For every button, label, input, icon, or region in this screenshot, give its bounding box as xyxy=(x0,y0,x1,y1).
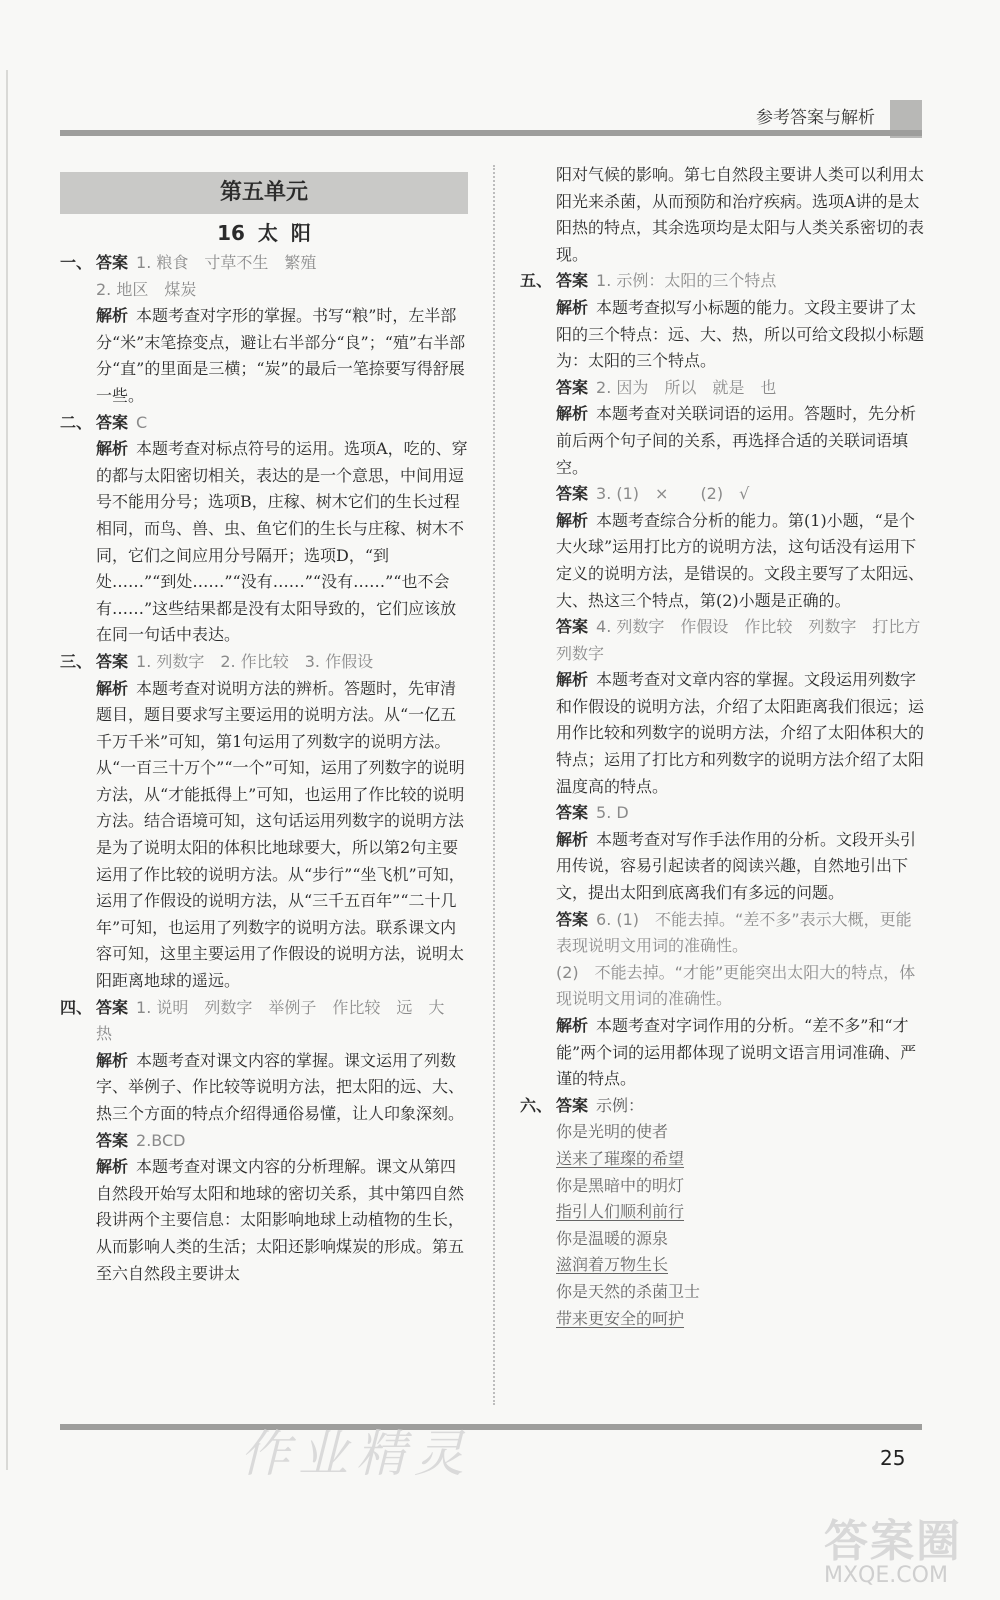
analysis-text: 本题考查拟写小标题的能力。文段主要讲了太阳的三个特点：远、大、热，所以可给文段拟小标题为：太阳的三个特点。 xyxy=(556,297,925,371)
analysis-label: 解析 xyxy=(556,404,589,424)
answer-text: 1. 示例：太阳的三个特点 xyxy=(596,271,777,291)
question-2 xyxy=(60,410,468,649)
question-4 xyxy=(60,995,468,1288)
page-number: 25 xyxy=(880,1446,906,1470)
answer-label: 答案 xyxy=(556,271,589,291)
answer-text: C xyxy=(136,412,148,432)
logo-text: 答案圈 xyxy=(824,1516,962,1567)
analysis-label: 解析 xyxy=(556,1016,589,1035)
analysis-label: 解析 xyxy=(556,510,589,530)
analysis-label: 解析 xyxy=(96,678,129,698)
analysis-label: 解析 xyxy=(556,829,589,849)
analysis-label: 解析 xyxy=(556,670,589,690)
analysis-text: 本题考查对写作手法作用的分析。文段开头引用传说，容易引起读者的阅读兴趣，自然地引出下文，提出太阳到底离我们有多远的问题。 xyxy=(556,829,917,903)
question-number: 四、 xyxy=(60,997,93,1017)
question-number: 三、 xyxy=(60,651,93,671)
answer-text: 5. D xyxy=(596,803,629,823)
analysis-text: 本题考查对课文内容的掌握。课文运用了列数字、举例子、作比较等说明方法，把太阳的远、大、热三个方面的特点介绍得通俗易懂，让人印象深刻。 xyxy=(96,1050,465,1123)
question-1 xyxy=(60,250,468,410)
answer-text: 2. 因为 所以 就是 也 xyxy=(596,377,777,397)
answer-label: 答案 xyxy=(556,484,589,504)
analysis-label: 解析 xyxy=(96,1157,129,1177)
question-4-continued xyxy=(520,162,925,268)
analysis-text: 本题考查对课文内容的分析理解。课文从第四自然段开始写太阳和地球的密切关系，其中第四自然段讲两个主要信息：太阳影响地球上动植物的生长，从而影响人类的生活；太阳还影响煤炭的形成。第五至六自然段主要讲太 xyxy=(96,1157,465,1283)
question-3 xyxy=(60,649,468,995)
answer-label: 答案 xyxy=(96,412,129,432)
lesson-title: 16 太 阳 xyxy=(217,221,311,245)
question-number: 五、 xyxy=(520,271,553,291)
poem-line: 带来更安全的呵护 xyxy=(556,1308,685,1328)
answer-label: 答案 xyxy=(96,997,129,1017)
watermark: 作业精灵 xyxy=(240,1425,472,1483)
analysis-text: 本题考查对字词作用的分析。“差不多”和“才能”两个词的运用都体现了说明文语言用词准确、严谨的特点。 xyxy=(556,1016,917,1089)
poem-line: 你是黑暗中的明灯 xyxy=(556,1175,685,1195)
analysis-text: 本题考查对说明方法的辨析。答题时，先审清题目，题目要求写主要运用的说明方法。从“一亿五千万千米”可知，第1句运用了列数字的说明方法。从“一百三十万个”“一个”可知，运用了列数字的说明方法，从“才能抵得上”可知，也运用了作比较的说明方法。结合语境可知，这句话运用列数字的说明方法是为了说明太阳的体积比地球要大，所以第2句主要运用了作比较的说明方法。从“步行”“坐飞机”可知，运用了作假设的说明方法，从“三千五百年”“二十几年”可知，也运用了列数字的说明方法。联系课文内容可知，这里主要运用了作假设的说明方法，说明太阳距离地球的遥远。 xyxy=(96,678,465,991)
poem-line: 滋润着万物生长 xyxy=(556,1255,669,1275)
poem-line: 送来了璀璨的希望 xyxy=(556,1148,685,1168)
answer-label: 答案 xyxy=(556,803,589,823)
answer-text: 1. 粮食 寸草不生 繁殖 xyxy=(136,253,317,272)
page-edge xyxy=(6,70,8,1470)
answer-label: 答案 xyxy=(96,1130,129,1150)
answer-label: 答案 xyxy=(96,253,129,272)
footer-rule xyxy=(60,1424,922,1430)
logo-url: MXQE.COM xyxy=(824,1563,948,1588)
analysis-text: 本题考查对字形的掌握。书写“粮”时，左半部分“米”末笔捺变点，避让右半部分“良”；“殖”右半部分“直”的里面是三横；“炭”的最后一笔捺要写得舒展一些。 xyxy=(96,306,466,405)
analysis-label: 解析 xyxy=(96,439,129,459)
answer-label: 答案 xyxy=(556,617,589,637)
answer-text: 3. (1) × (2) √ xyxy=(596,484,750,504)
answer-text: 6. (1) 不能去掉。“差不多”表示大概，更能表现说明文用词的准确性。 xyxy=(556,909,912,956)
question-number: 六、 xyxy=(520,1095,553,1115)
answer-label: 答案 xyxy=(556,1095,589,1115)
analysis-text: 本题考查对关联词语的运用。答题时，先分析前后两个句子间的关系，再选择合适的关联词语填空。 xyxy=(556,404,917,477)
question-number: 二、 xyxy=(60,412,93,432)
analysis-label: 解析 xyxy=(96,306,129,326)
answer-text: 2.BCD xyxy=(136,1130,186,1150)
poem-line: 你是温暖的源泉 xyxy=(556,1228,669,1248)
unit-banner: 第五单元 xyxy=(60,172,468,214)
running-header: 参考答案与解析 xyxy=(756,108,875,128)
answer-text: 1. 说明 列数字 举例子 作比较 远 大 热 xyxy=(96,997,461,1044)
right-column xyxy=(520,162,937,1332)
answer-label: 答案 xyxy=(556,909,589,929)
column-divider xyxy=(493,165,495,1405)
question-6 xyxy=(520,1093,925,1332)
analysis-label: 解析 xyxy=(96,1050,129,1070)
analysis-text: 本题考查综合分析的能力。第(1)小题，“是个大火球”运用打比方的说明方法，这句话没有运用下定义的说明方法，是错误的。文段主要写了太阳远、大、热这三个特点，第(2)小题是正确的。 xyxy=(556,510,925,610)
answer-text: 2. 地区 煤炭 xyxy=(96,279,197,299)
poem-line: 你是光明的使者 xyxy=(556,1122,669,1142)
answer-text: 示例： xyxy=(596,1095,645,1115)
answer-text: 1. 列数字 2. 作比较 3. 作假设 xyxy=(136,651,374,671)
question-5 xyxy=(520,268,937,1092)
analysis-text: 本题考查对标点符号的运用。选项A，吃的、穿的都与太阳密切相关，表达的是一个意思，中间用逗号不能用分号；选项B，庄稼、树木它们的生长过程相同，而鸟、兽、虫、鱼它们的生长与庄稼、树木不同，它们之间应用分号隔开；选项D，“到处……”“到处……”“没有……”“没有……”“也不会有……”这些结果都是没有太阳导致的，它们应该放在同一句话中表达。 xyxy=(96,439,468,645)
analysis-label: 解析 xyxy=(556,297,589,317)
left-column xyxy=(60,172,468,1287)
answer-label: 答案 xyxy=(556,377,589,397)
header-rule xyxy=(60,130,922,136)
analysis-text: 本题考查对文章内容的掌握。文段运用列数字和作假设的说明方法，介绍了太阳距离我们很远；运用作比较和列数字的说明方法，介绍了太阳体积大的特点；运用了打比方和列数字的说明方法介绍了太阳温度高的特点。 xyxy=(556,670,925,796)
question-number: 一、 xyxy=(60,253,93,272)
poem-line: 你是天然的杀菌卫士 xyxy=(556,1281,701,1301)
poem-line: 指引人们顺利前行 xyxy=(556,1202,685,1222)
answer-text: 4. 列数字 作假设 作比较 列数字 打比方 列数字 xyxy=(556,617,937,663)
analysis-text: 阳对气候的影响。第七自然段主要讲人类可以利用太阳光来杀菌，从而预防和治疗疾病。选项A讲的是太阳热的特点，其余选项均是太阳与人类关系密切的表现。 xyxy=(556,165,925,264)
answer-text: (2) 不能去掉。“才能”更能突出太阳大的特点，体现说明文用词的准确性。 xyxy=(556,962,916,1009)
site-logo xyxy=(824,1516,984,1594)
answer-label: 答案 xyxy=(96,651,129,671)
